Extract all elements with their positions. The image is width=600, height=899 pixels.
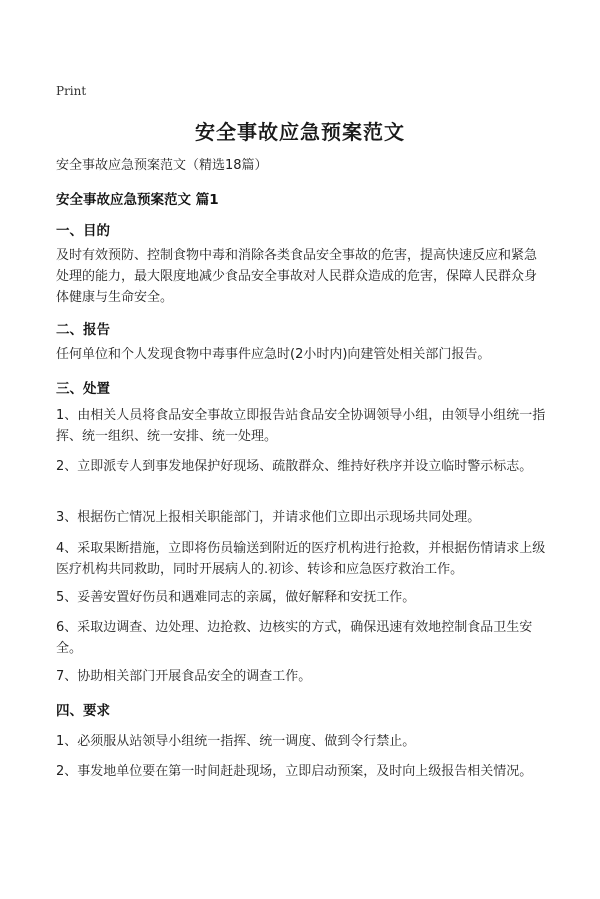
list-item: 3、根据伤亡情况上报相关职能部门，并请求他们立即出示现场共同处理。 [56, 510, 481, 525]
section-heading-purpose: 一、目的 [56, 223, 110, 239]
section-heading-handling: 三、处置 [56, 381, 110, 397]
list-item: 1、必须服从站领导小组统一指挥、统一调度、做到令行禁止。 [56, 734, 416, 749]
list-item: 5、妥善安置好伤员和遇难同志的亲属，做好解释和安抚工作。 [56, 590, 416, 605]
section-heading-report: 二、报告 [56, 322, 110, 338]
section-heading-requirements: 四、要求 [56, 703, 110, 719]
list-item: 2、立即派专人到事发地保护好现场、疏散群众、维持好秩序并设立临时警示标志。 [56, 459, 533, 474]
list-item: 4、采取果断措施，立即将伤员输送到附近的医疗机构进行抢救，并根据伤情请求上级医疗机构共同救助，同时开展病人的.初诊、转诊和应急医疗救治工作。 [56, 541, 546, 577]
section-paragraph-purpose: 及时有效预防、控制食物中毒和消除各类食品安全事故的危害，提高快速反应和紧急处理的能力，最大限度地减少食品安全事故对人民群众造成的危害，保障人民群众身体健康与生命安全。 [56, 248, 538, 305]
list-item: 1、由相关人员将食品安全事故立即报告站食品安全协调领导小组，由领导小组统一指挥、统一组织、统一安排、统一处理。 [56, 408, 546, 444]
document-subtitle: 安全事故应急预案范文（精选18篇） [56, 158, 268, 173]
list-item: 6、采取边调查、边处理、边抢救、边核实的方式，确保迅速有效地控制食品卫生安全。 [56, 620, 533, 656]
article-heading: 安全事故应急预案范文 篇1 [56, 192, 219, 208]
print-link[interactable]: Print [56, 84, 87, 98]
list-item: 7、协助相关部门开展食品安全的调查工作。 [56, 669, 312, 684]
list-item: 2、事发地单位要在第一时间赶赴现场，立即启动预案，及时向上级报告相关情况。 [56, 764, 533, 779]
page-title: 安全事故应急预案范文 [195, 120, 405, 144]
section-paragraph-report: 任何单位和个人发现食物中毒事件应急时(2小时内)向建管处相关部门报告。 [56, 347, 491, 362]
